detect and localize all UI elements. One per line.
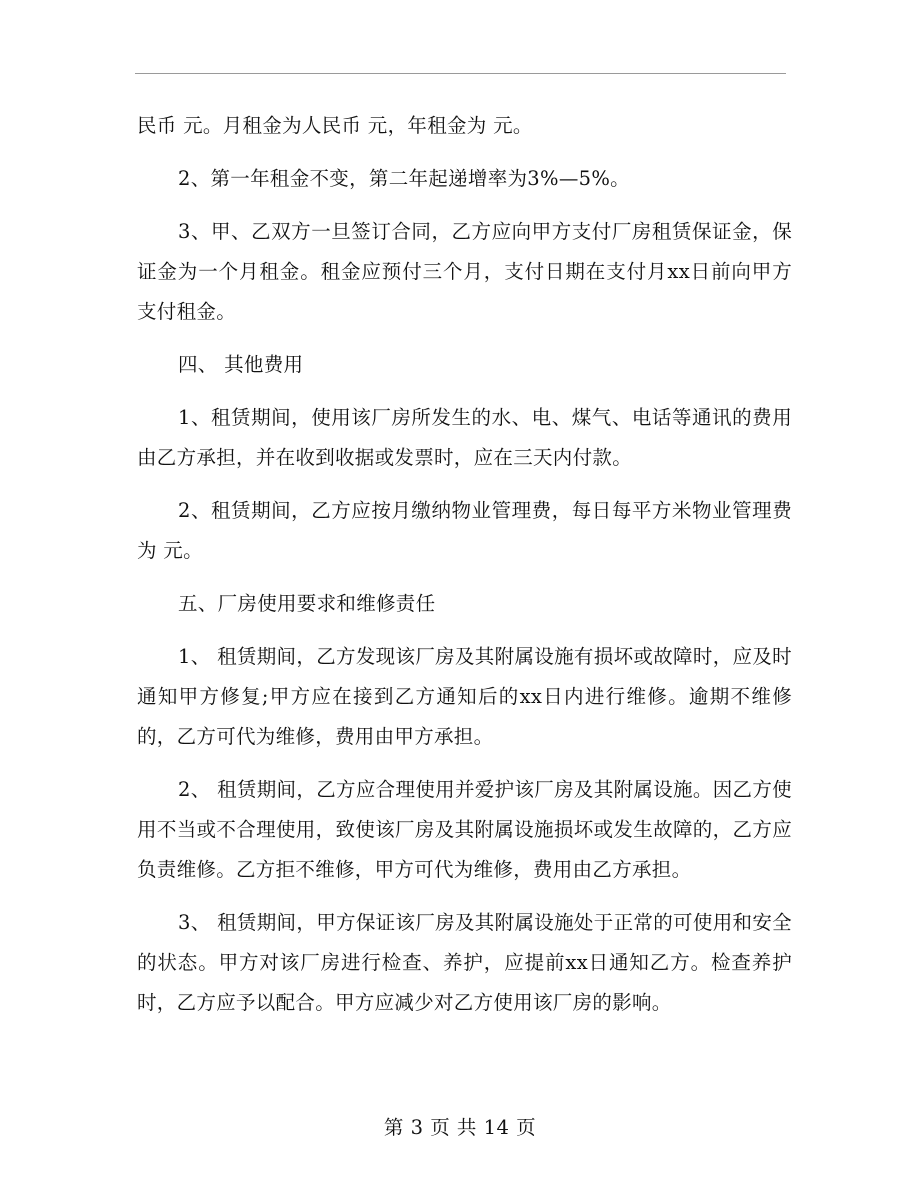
paragraph-rent-amounts: 民币 元。月租金为人民币 元，年租金为 元。 [137,114,533,137]
document-body [137,106,792,1036]
paragraph-property-fee: 2、租赁期间，乙方应按月缴纳物业管理费，每日每平方米物业管理费为 元。 [137,499,792,562]
paragraph-utilities: 1、租赁期间，使用该厂房所发生的水、电、煤气、电话等通讯的费用由乙方承担，并在收到收据或发票时，应在三天内付款。 [137,406,792,469]
section-heading-use-and-repair: 五、厂房使用要求和维修责任 [178,592,436,615]
paragraph-deposit: 3、甲、乙双方一旦签订合同，乙方应向甲方支付厂房租赁保证金，保证金为一个月租金。租金应预付三个月，支付日期在支付月xx日前向甲方支付租金。 [137,220,792,323]
page-number-footer: 第 3 页 共 14 页 [383,1116,537,1139]
paragraph-proper-use: 2、 租赁期间，乙方应合理使用并爱护该厂房及其附属设施。因乙方使用不当或不合理使用，致使该厂房及其附属设施损坏或发生故障的，乙方应负责维修。乙方拒不维修，甲方可代为维修，费用由乙方承担。 [137,778,792,881]
paragraph-safety-inspection: 3、 租赁期间，甲方保证该厂房及其附属设施处于正常的可使用和安全的状态。甲方对该厂房进行检查、养护，应提前xx日通知乙方。检查养护时，乙方应予以配合。甲方应减少对乙方使用该厂房的影响。 [137,911,792,1014]
paragraph-rent-increase: 2、第一年租金不变，第二年起递增率为3%—5%。 [178,167,630,190]
header-rule [135,73,786,74]
paragraph-repair-notify: 1、 租赁期间，乙方发现该厂房及其附属设施有损坏或故障时，应及时通知甲方修复;甲方应在接到乙方通知后的xx日内进行维修。逾期不维修的，乙方可代为维修，费用由甲方承担。 [137,645,792,748]
section-heading-other-fees: 四、 其他费用 [178,353,304,376]
